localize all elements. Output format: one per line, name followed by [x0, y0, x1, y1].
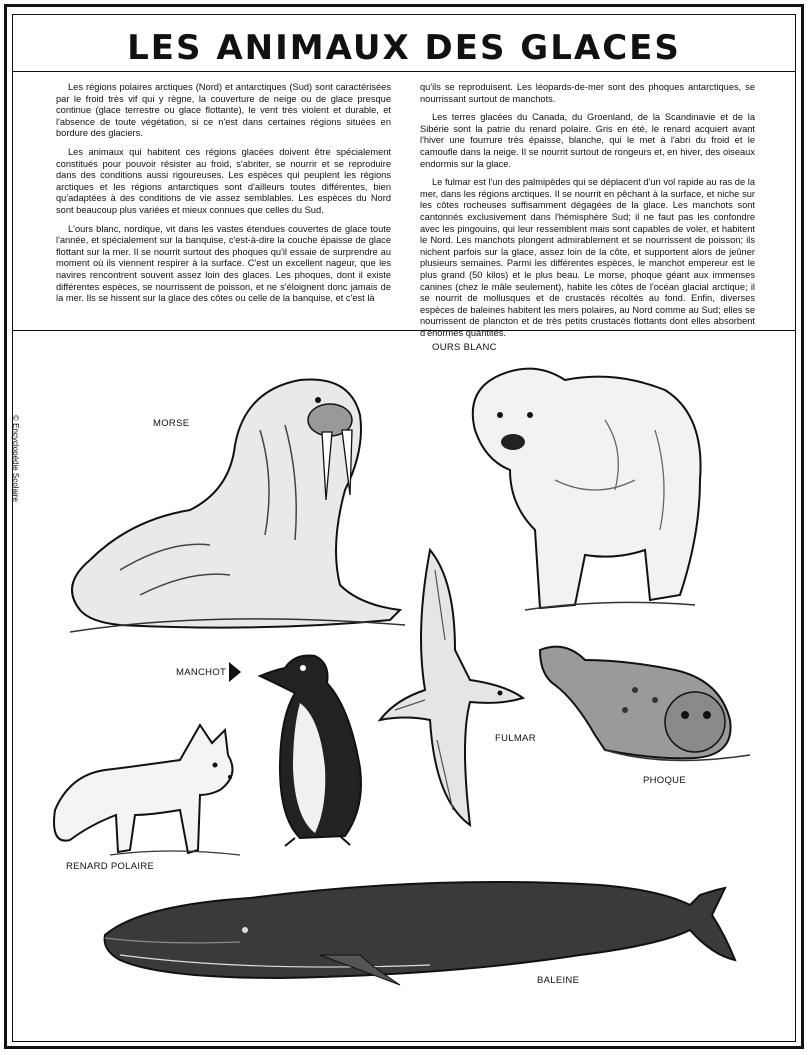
- arctic-fox-illustration: [50, 715, 245, 860]
- paragraph: Le fulmar est l'un des palmipèdes qui se déplacent d'un vol rapide au ras de la mer, dans les régions arctiques. Il se nourrit en pêchant à la surface, et niche sur les côtes rocheuses suffisamment dégagées de la glace. Les manchots sont cantonnés exclusivement dans l'hémisphère Sud; il ne faut pas les confondre avec les pingouins, qui leur ressemblent mais sont capables de voler, et habitent le Nord. Les manchots plongent admirablement et se nourrissent de poisson; ils nichent parfois sur la glace, assez loin de la côte, et supportent alors de jeûner plusieurs semaines. Parmi les différentes espèces, le manchot empereur est le plus grand (50 kilos) et le plus beau. Le morse, phoque géant aux immenses canines (chez le mâle seulement), habite les côtes de l'océan glacial arctique; il se nourrit de mollusques et de crustacés récoltés au fond. Enfin, diverses espèces de baleines habitent les mers polaires, au Nord comme au Sud; elles se nourrissent de plancton et de très petits crustacés flottants dont elles absorbent d'énormes quantités.: [420, 177, 755, 338]
- paragraph: Les terres glacées du Canada, du Groenland, de la Scandinavie et de la Sibérie sont la patrie du renard polaire. Gris en été, le renard acquiert avant l'hiver une fourrure très épaisse, blanche, qui le met à l'abri du froid et le camoufle dans la neige. Il se nourrit surtout de rongeurs et, en hiver, des oiseaux endormis sur la glace.: [420, 112, 755, 169]
- paragraph: qu'ils se reproduisent. Les léopards-de-mer sont des phoques antarctiques, se nourrissant surtout de manchots.: [420, 82, 755, 104]
- illustration-section-rule: [12, 330, 796, 331]
- penguin-illustration: [255, 648, 375, 848]
- page-title: LES ANIMAUX DES GLACES: [127, 28, 681, 68]
- label-baleine: BALEINE: [537, 975, 580, 986]
- seal-illustration: [535, 640, 755, 770]
- text-column-right: [420, 82, 755, 346]
- title-bottom-rule: [12, 71, 796, 72]
- whale-illustration: [100, 860, 740, 990]
- label-morse: MORSE: [153, 418, 190, 429]
- text-column-left: [56, 82, 391, 312]
- label-fulmar: FULMAR: [495, 733, 536, 744]
- paragraph: L'ours blanc, nordique, vit dans les vastes étendues couvertes de glace toute l'année, et spécialement sur la banquise, c'est-à-dire la couche épaisse de glace flottant sur la mer. Il se nourrit surtout des phoques qu'il essaie de surprendre au moment où ils viennent respirer à la surface. C'est un excellent nageur, que les navires rencontrent souvent assez loin des glaces. Les phoques, dont il existe différentes espèces, se nourrissent de poisson, et ne s'éloignent donc jamais de la mer. Ils se hissent sur la glace des côtes ou celle de la banquise, et c'est là: [56, 223, 391, 304]
- label-phoque: PHOQUE: [643, 775, 686, 786]
- fulmar-illustration: [375, 540, 525, 830]
- label-ours-blanc: OURS BLANC: [432, 342, 497, 353]
- paragraph: Les régions polaires arctiques (Nord) et antarctiques (Sud) sont caractérisées par le froid très vif qui y règne, la couverture de neige ou de glace presque continue (glace terrestre ou glace flottante), le vent très violent et durable, et l'absence de toute végétation, si ce n'est dans certaines régions situées en bordure des glaciers.: [56, 82, 391, 139]
- label-renard-polaire: RENARD POLAIRE: [66, 861, 155, 872]
- walrus-illustration: [60, 370, 410, 640]
- paragraph: Les animaux qui habitent ces régions glacées doivent être spécialement constitués pour pouvoir résister au froid, s'abriter, se nourrir et se reproduire dans des conditions aussi rigoureuses. Les espèces qui peuplent les régions arctiques et les régions antarctiques sont d'ailleurs toutes différentes, bien qu'adaptées à des conditions de vie assez semblables. Les espèces du Nord sont beaucoup plus variées et mieux connues que celles du Sud.: [56, 146, 391, 215]
- manchot-pointer-arrow: [229, 662, 241, 682]
- label-manchot: MANCHOT: [176, 667, 227, 678]
- copyright-credit: © Encyclopédie Scolaire: [11, 415, 20, 502]
